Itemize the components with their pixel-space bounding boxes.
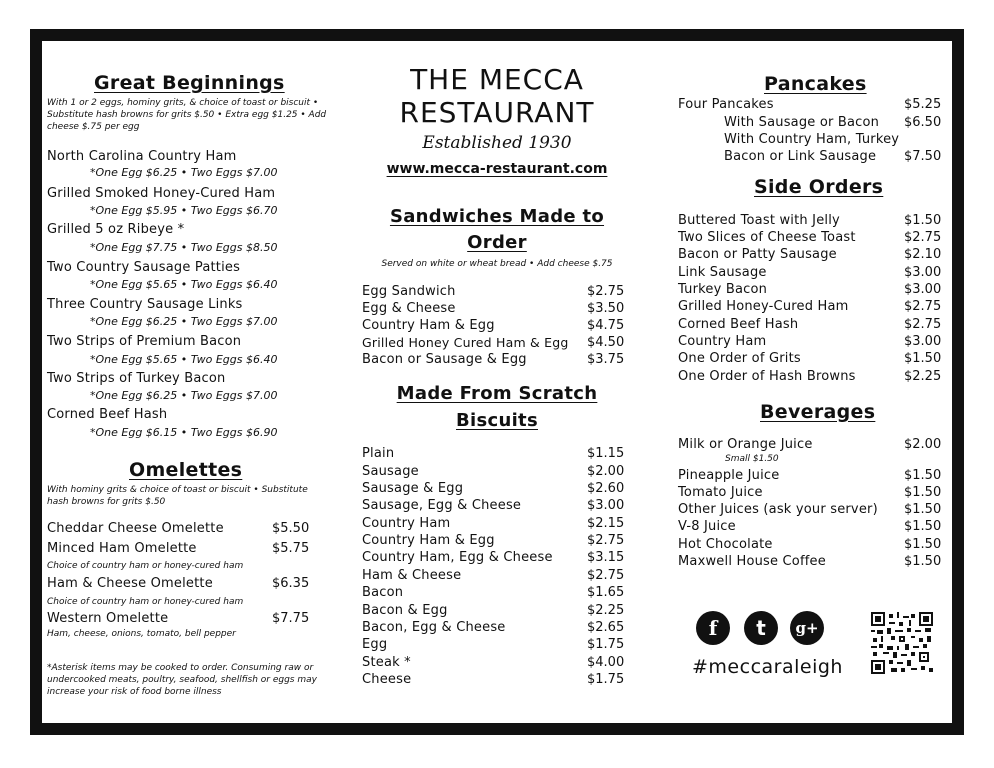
side-price: $3.00 <box>904 265 942 280</box>
pancakes-price: $5.25 <box>904 97 942 112</box>
pancakes-line: Four Pancakes <box>678 97 774 112</box>
biscuit-price: $2.25 <box>587 603 625 618</box>
pancakes-line: Bacon or Link Sausage <box>724 149 877 164</box>
biscuit-name: Country Ham & Egg <box>362 533 495 548</box>
omelette-price: $7.75 <box>272 611 310 626</box>
sandwich-name: Bacon or Sausage & Egg <box>362 352 527 367</box>
gb-item-name: Two Strips of Premium Bacon <box>47 334 242 349</box>
google-plus-icon[interactable]: g+ <box>790 611 824 645</box>
gb-item-prices: *One Egg $5.95 • Two Eggs $6.70 <box>90 204 278 217</box>
biscuit-name: Bacon <box>362 585 404 600</box>
pancakes-heading: Pancakes <box>764 73 867 95</box>
omelette-desc: Choice of country ham or honey-cured ham <box>47 561 244 571</box>
biscuit-price: $2.15 <box>587 516 625 531</box>
omelettes-note: With hominy grits & choice of toast or biscuit • Substitute hash browns for grits $.50 <box>47 485 308 507</box>
sandwich-name: Egg & Cheese <box>362 301 456 316</box>
facebook-icon[interactable]: f <box>696 611 730 645</box>
biscuit-name: Cheese <box>362 672 412 687</box>
side-orders-heading: Side Orders <box>754 176 884 198</box>
menu-page <box>42 41 952 723</box>
biscuit-price: $3.00 <box>587 498 625 513</box>
biscuit-name: Sausage, Egg & Cheese <box>362 498 522 513</box>
omelette-name: Ham & Cheese Omelette <box>47 576 213 591</box>
sandwich-price: $3.50 <box>587 301 625 316</box>
omelette-desc: Choice of country ham or honey-cured ham <box>47 597 244 607</box>
established-text: Established 1930 <box>422 133 572 153</box>
omelette-desc: Ham, cheese, onions, tomato, bell pepper <box>47 629 236 639</box>
side-price: $2.25 <box>904 369 942 384</box>
side-name: Buttered Toast with Jelly <box>678 213 840 228</box>
sandwiches-heading-line1: Sandwiches Made to <box>389 206 605 227</box>
omelette-name: Minced Ham Omelette <box>47 541 197 556</box>
biscuit-name: Plain <box>362 446 395 461</box>
side-price: $1.50 <box>904 213 942 228</box>
side-name: One Order of Hash Browns <box>678 369 856 384</box>
great-beginnings-note: With 1 or 2 eggs, hominy grits, & choice of toast or biscuit • Substitute hash browns for grits $.50 • Extra egg $1.25 • Add cheese $.75 per egg <box>47 98 327 132</box>
sandwich-name: Country Ham & Egg <box>362 318 495 333</box>
sandwiches-note: Served on white or wheat bread • Add cheese $.75 <box>381 259 613 269</box>
biscuits-heading-line1: Made From Scratch <box>396 383 598 404</box>
disclaimer-text: *Asterisk items may be cooked to order. Consuming raw or undercooked meats, poultry, seafood, shellfish or eggs may increase your risk of food borne illness <box>47 663 317 697</box>
twitter-icon[interactable]: t <box>744 611 778 645</box>
website-link[interactable]: www.mecca-restaurant.com <box>386 161 608 177</box>
gb-item-name: Two Strips of Turkey Bacon <box>47 371 226 386</box>
side-price: $3.00 <box>904 282 942 297</box>
beverage-price: $1.50 <box>904 519 942 534</box>
gb-item-prices: *One Egg $6.15 • Two Eggs $6.90 <box>90 426 278 439</box>
beverage-price: $1.50 <box>904 537 942 552</box>
gb-item-name: Corned Beef Hash <box>47 407 168 422</box>
gb-item-name: Grilled Smoked Honey-Cured Ham <box>47 186 276 201</box>
omelette-price: $5.75 <box>272 541 310 556</box>
beverage-name: Milk or Orange Juice <box>678 437 813 452</box>
sandwich-price: $2.75 <box>587 284 625 299</box>
side-price: $3.00 <box>904 334 942 349</box>
gb-item-name: Three Country Sausage Links <box>47 297 243 312</box>
biscuit-price: $2.65 <box>587 620 625 635</box>
beverage-name: V-8 Juice <box>678 519 736 534</box>
biscuit-name: Country Ham <box>362 516 451 531</box>
gb-item-name: North Carolina Country Ham <box>47 149 237 164</box>
sandwich-name: Egg Sandwich <box>362 284 456 299</box>
sandwiches-heading-line2: Order <box>467 232 527 253</box>
side-price: $2.75 <box>904 317 942 332</box>
biscuit-name: Egg <box>362 637 388 652</box>
beverage-name: Maxwell House Coffee <box>678 554 826 569</box>
restaurant-name-line2: RESTAURANT <box>399 96 595 129</box>
biscuit-name: Country Ham, Egg & Cheese <box>362 550 553 565</box>
gb-item-name: Grilled 5 oz Ribeye * <box>47 222 185 237</box>
biscuit-price: $2.75 <box>587 568 625 583</box>
biscuit-name: Steak * <box>362 655 411 670</box>
biscuit-price: $1.75 <box>587 672 625 687</box>
side-price: $1.50 <box>904 351 942 366</box>
omelette-name: Cheddar Cheese Omelette <box>47 521 224 536</box>
sandwich-price: $3.75 <box>587 352 625 367</box>
gb-item-prices: *One Egg $7.75 • Two Eggs $8.50 <box>90 241 278 254</box>
side-price: $2.10 <box>904 247 942 262</box>
beverage-sub: Small $1.50 <box>725 454 779 464</box>
biscuit-price: $1.65 <box>587 585 625 600</box>
pancakes-price: $6.50 <box>904 115 942 130</box>
biscuit-price: $2.60 <box>587 481 625 496</box>
biscuit-name: Sausage & Egg <box>362 481 464 496</box>
biscuit-price: $3.15 <box>587 550 625 565</box>
pancakes-line: With Country Ham, Turkey <box>724 132 900 147</box>
side-name: Corned Beef Hash <box>678 317 799 332</box>
sandwich-price: $4.50 <box>587 335 625 350</box>
gb-item-prices: *One Egg $6.25 • Two Eggs $7.00 <box>90 166 278 179</box>
beverage-price: $1.50 <box>904 502 942 517</box>
beverage-name: Pineapple Juice <box>678 468 780 483</box>
biscuit-name: Ham & Cheese <box>362 568 462 583</box>
beverage-price: $1.50 <box>904 485 942 500</box>
side-price: $2.75 <box>904 230 942 245</box>
qr-code[interactable] <box>871 612 933 674</box>
beverage-name: Other Juices (ask your server) <box>678 502 878 517</box>
beverage-price: $1.50 <box>904 468 942 483</box>
gb-item-prices: *One Egg $6.25 • Two Eggs $7.00 <box>90 315 278 328</box>
omelette-price: $6.35 <box>272 576 310 591</box>
side-name: Bacon or Patty Sausage <box>678 247 837 262</box>
beverage-price: $2.00 <box>904 437 942 452</box>
restaurant-name-line1: THE MECCA <box>410 63 584 96</box>
sandwich-name: Grilled Honey Cured Ham & Egg <box>362 335 569 350</box>
gb-item-name: Two Country Sausage Patties <box>47 260 241 275</box>
beverage-name: Tomato Juice <box>678 485 763 500</box>
side-name: Grilled Honey-Cured Ham <box>678 299 849 314</box>
beverage-name: Hot Chocolate <box>678 537 773 552</box>
gb-item-prices: *One Egg $5.65 • Two Eggs $6.40 <box>90 278 278 291</box>
biscuit-name: Bacon & Egg <box>362 603 448 618</box>
side-name: One Order of Grits <box>678 351 801 366</box>
biscuit-name: Sausage <box>362 464 419 479</box>
side-name: Country Ham <box>678 334 767 349</box>
hashtag-text: #meccaraleigh <box>692 656 843 678</box>
gb-item-prices: *One Egg $6.25 • Two Eggs $7.00 <box>90 389 278 402</box>
biscuit-price: $2.00 <box>587 464 625 479</box>
biscuit-price: $1.15 <box>587 446 625 461</box>
omelette-price: $5.50 <box>272 521 310 536</box>
beverages-heading: Beverages <box>760 401 876 423</box>
sandwich-price: $4.75 <box>587 318 625 333</box>
side-price: $2.75 <box>904 299 942 314</box>
pancakes-price: $7.50 <box>904 149 942 164</box>
beverage-price: $1.50 <box>904 554 942 569</box>
gb-item-prices: *One Egg $5.65 • Two Eggs $6.40 <box>90 353 278 366</box>
biscuit-price: $4.00 <box>587 655 625 670</box>
side-name: Link Sausage <box>678 265 767 280</box>
great-beginnings-heading: Great Beginnings <box>94 72 285 94</box>
pancakes-line: With Sausage or Bacon <box>724 115 880 130</box>
biscuit-price: $2.75 <box>587 533 625 548</box>
side-name: Turkey Bacon <box>678 282 768 297</box>
omelettes-heading: Omelettes <box>129 459 243 481</box>
omelette-name: Western Omelette <box>47 611 169 626</box>
biscuit-price: $1.75 <box>587 637 625 652</box>
biscuit-name: Bacon, Egg & Cheese <box>362 620 506 635</box>
side-name: Two Slices of Cheese Toast <box>678 230 856 245</box>
biscuits-heading-line2: Biscuits <box>456 410 538 431</box>
